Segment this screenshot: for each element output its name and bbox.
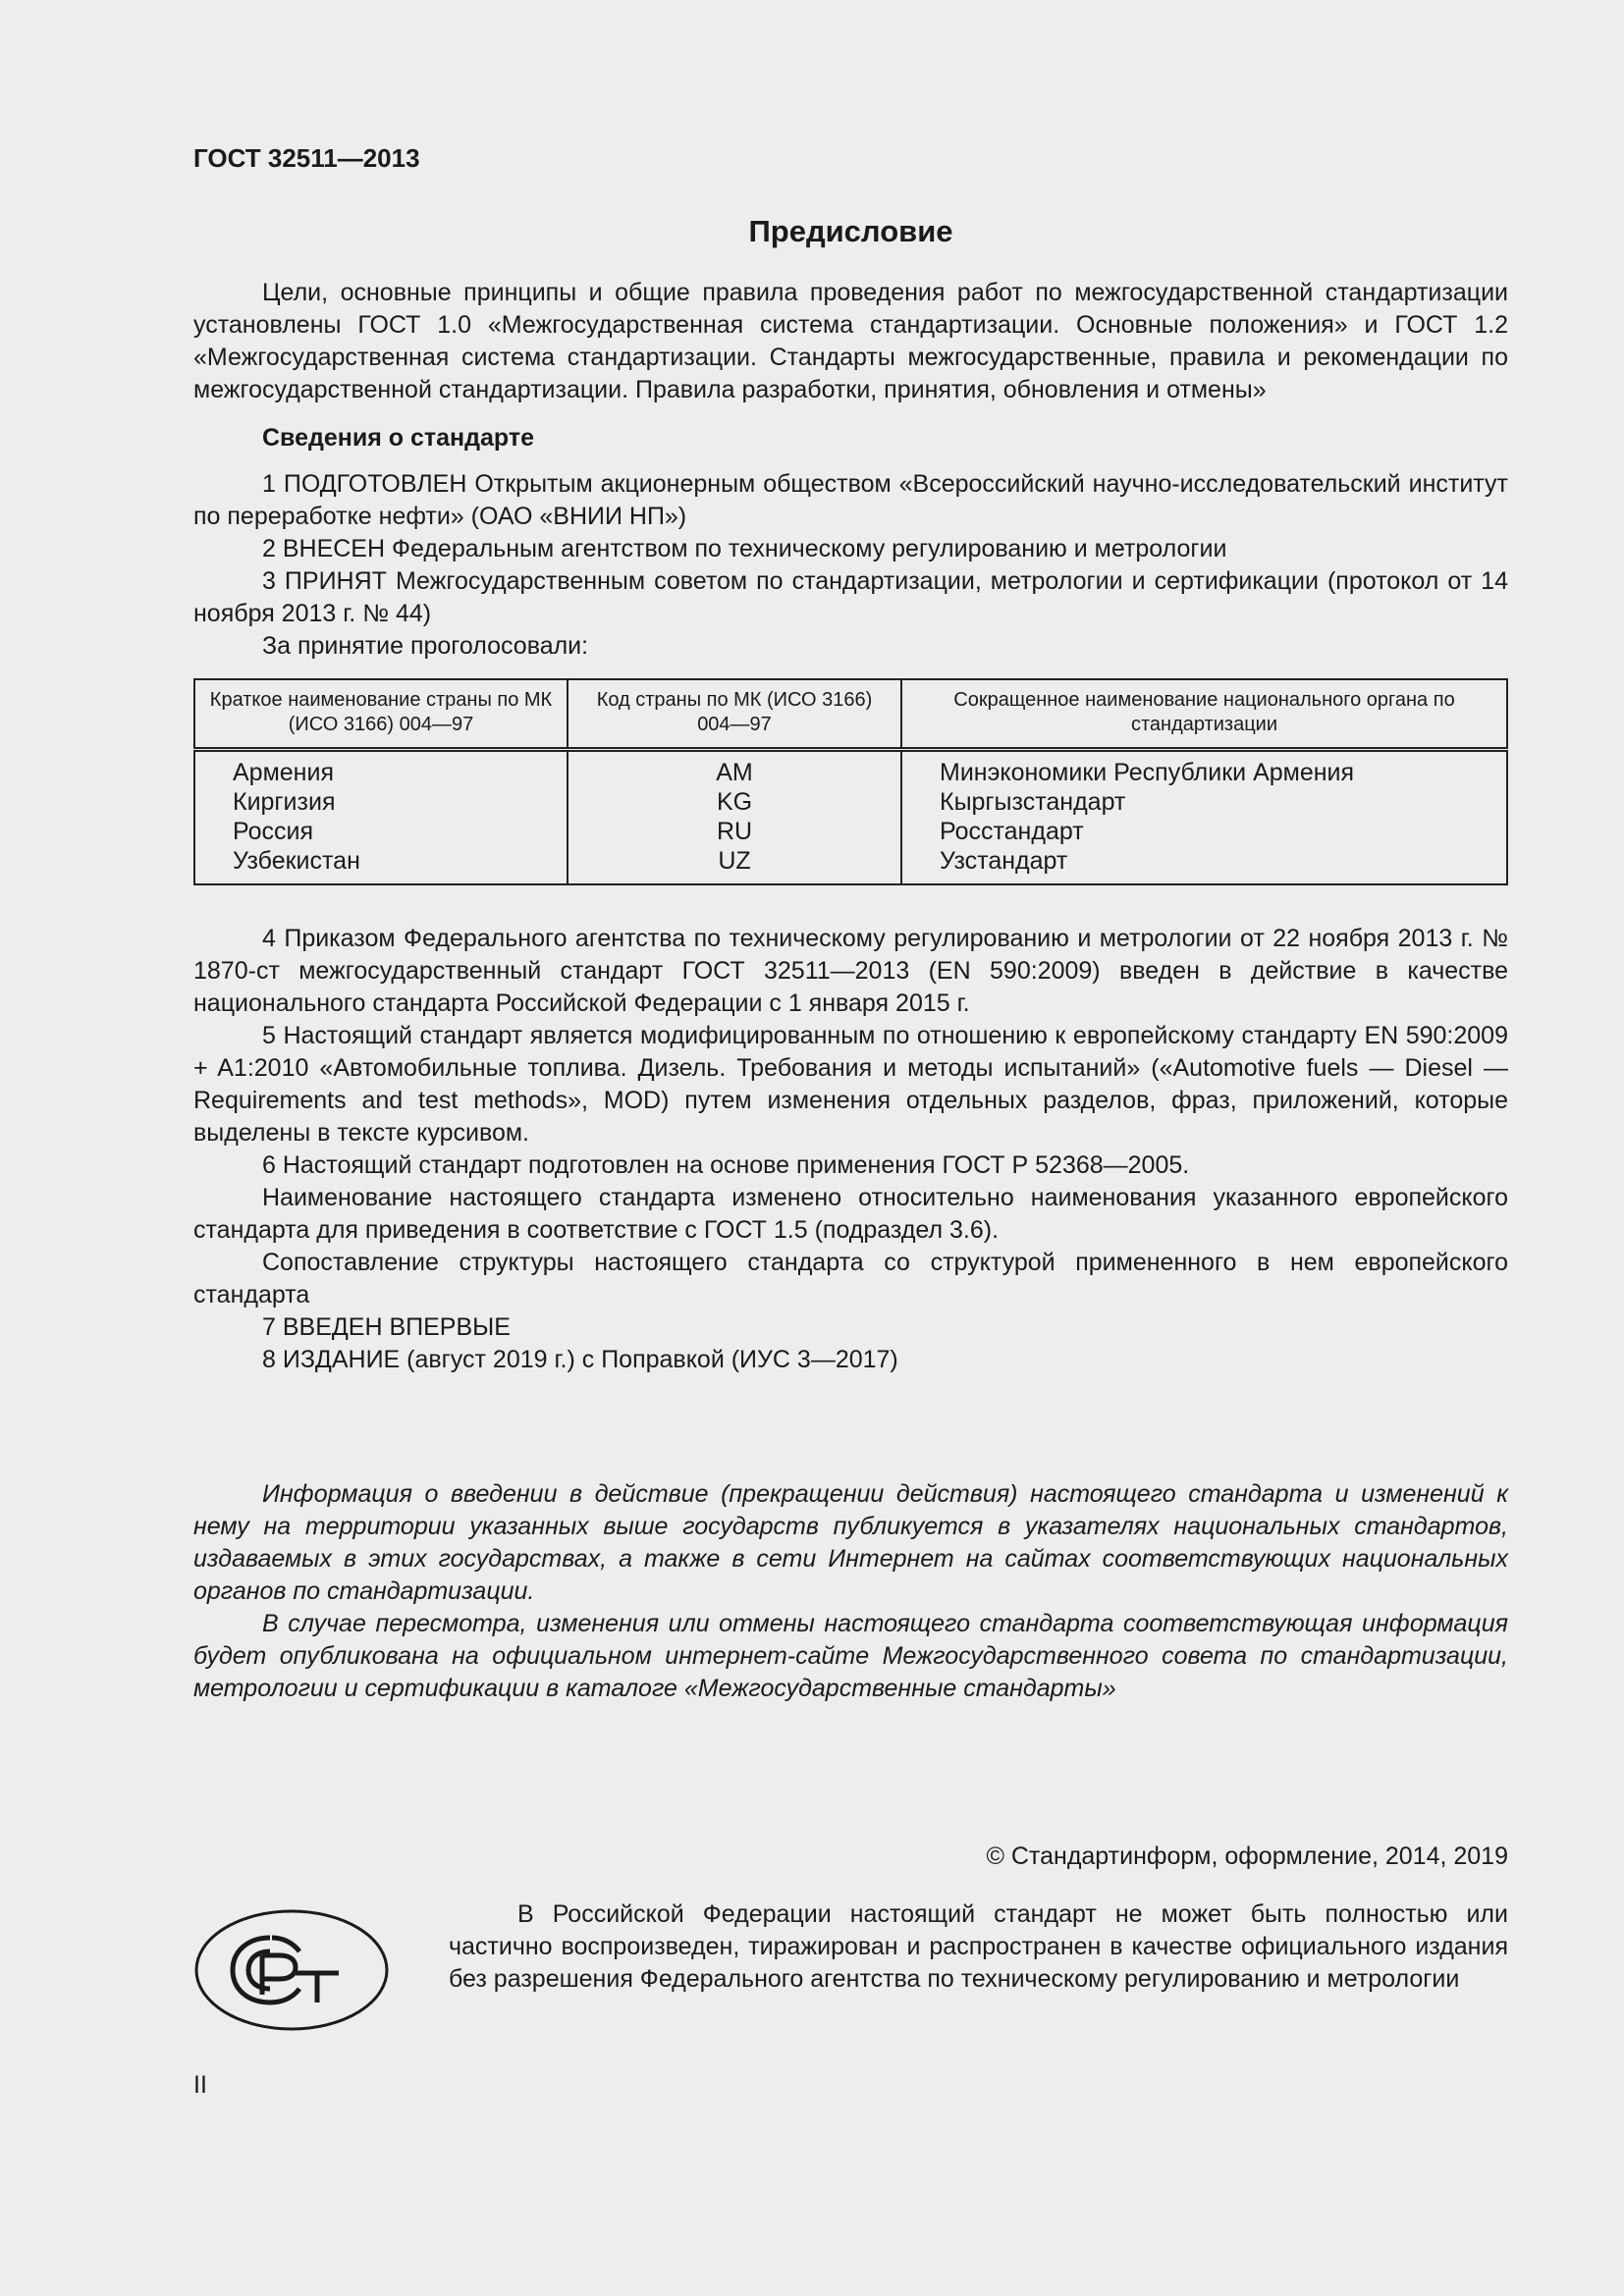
item-5: 5 Настоящий стандарт является модифицированным по отношению к европейскому стандарту EN 590:2009 + A1:2010 «Автомобильные топлива. Дизель. Требования и методы испытаний» («Automotive fuels — Diesel — Requirements and test methods», MOD) путем изменения отдельных разделов, фраз, приложений, которые выделены в тексте курсивом. — [193, 1022, 1508, 1147]
italic-notice — [193, 1478, 1508, 1705]
page-title: Предисловие — [748, 214, 953, 248]
item-2: 2 ВНЕСЕН Федеральным агентством по техническому регулированию и метрологии — [262, 535, 1227, 562]
intro-paragraph: Цели, основные принципы и общие правила проведения работ по межгосударственной стандартизации установлены ГОСТ 1.0 «Межгосударственная система стандартизации. Основные положения» и ГОСТ 1.2 «Межгосударственная система стандартизации. Стандарты межгосударственные, правила и рекомендации по межгосударственной стандартизации. Правила разработки, принятия, обновления и отмены» — [193, 279, 1508, 403]
table-header-row — [194, 679, 1507, 750]
country-code: RU — [716, 818, 753, 845]
document-id: ГОСТ 32511—2013 — [193, 143, 420, 173]
document-page — [193, 142, 1508, 2046]
country-name: Узбекистан — [233, 847, 360, 875]
page-number: II — [193, 2071, 207, 2099]
footer-block — [193, 1898, 1508, 2046]
copyright-line: © Стандартинформ, оформление, 2014, 2019 — [986, 1842, 1508, 1870]
col-header-country: Краткое наименование страны по МК (ИСО 3166) 004—97 — [194, 679, 568, 750]
italic-paragraph-2: В случае пересмотра, изменения или отмены настоящего стандарта соответствующая информация будет опубликована на официальном интернет-сайте Межгосударственного совета по стандартизации, метрологии и сертификации в каталоге «Межгосударственные стандарты» — [193, 1610, 1508, 1702]
country-code: KG — [716, 788, 753, 816]
table-row — [194, 750, 1507, 885]
national-body: Кыргызстандарт — [940, 788, 1126, 816]
item-6-comparison: Сопоставление структуры настоящего стандарта со структурой примененного в нем европейского стандарта — [193, 1249, 1508, 1308]
col-header-code: Код страны по МК (ИСО 3166) 004—97 — [568, 679, 901, 750]
national-body: Узстандарт — [940, 847, 1068, 875]
rst-logo-icon — [193, 1908, 390, 2032]
copyright-notice: В Российской Федерации настоящий стандарт не может быть полностью или частично воспроизведен, тиражирован и распространен в качестве официального издания без разрешения Федерального агентства по техническому регулированию и метрологии — [449, 1900, 1508, 1993]
country-name: Киргизия — [233, 788, 336, 816]
col-header-body: Сокращенное наименование национального органа по стандартизации — [901, 679, 1507, 750]
item-8: 8 ИЗДАНИЕ (август 2019 г.) с Поправкой (ИУС 3—2017) — [262, 1346, 898, 1373]
item-6-note: Наименование настоящего стандарта изменено относительно наименования указанного европейского стандарта для приведения в соответствие с ГОСТ 1.5 (подраздел 3.6). — [193, 1184, 1508, 1244]
italic-paragraph-1: Информация о введении в действие (прекращении действия) настоящего стандарта и изменений к нему на территории указанных выше государств публикуется в указателях национальных стандартов, издаваемых в этих государствах, а также в сети Интернет на сайтах соответствующих национальных органов по стандартизации. — [193, 1480, 1508, 1605]
section-heading: Сведения о стандарте — [262, 424, 535, 452]
item-3: 3 ПРИНЯТ Межгосударственным советом по стандартизации, метрологии и сертификации (протокол от 14 ноября 2013 г. № 44) — [193, 567, 1508, 627]
country-code: UZ — [718, 847, 751, 875]
item-1: 1 ПОДГОТОВЛЕН Открытым акционерным обществом «Всероссийский научно-исследовательский институт по переработке нефти» (ОАО «ВНИИ НП») — [193, 470, 1508, 530]
country-name: Россия — [233, 818, 313, 845]
item-6: 6 Настоящий стандарт подготовлен на основе применения ГОСТ Р 52368—2005. — [262, 1151, 1190, 1179]
national-body: Минэкономики Республики Армения — [940, 759, 1355, 786]
country-name: Армения — [233, 759, 334, 786]
country-code: AM — [716, 759, 753, 786]
voting-table — [193, 678, 1508, 885]
item-7: 7 ВВЕДЕН ВПЕРВЫЕ — [262, 1313, 511, 1341]
national-body: Росстандарт — [940, 818, 1084, 845]
voted-label: За принятие проголосовали: — [262, 632, 589, 660]
item-4: 4 Приказом Федерального агентства по техническому регулированию и метрологии от 22 ноября 2013 г. № 1870-ст межгосударственный стандарт ГОСТ 32511—2013 (EN 590:2009) введен в действие в качестве национального стандарта Российской Федерации с 1 января 2015 г. — [193, 925, 1508, 1017]
